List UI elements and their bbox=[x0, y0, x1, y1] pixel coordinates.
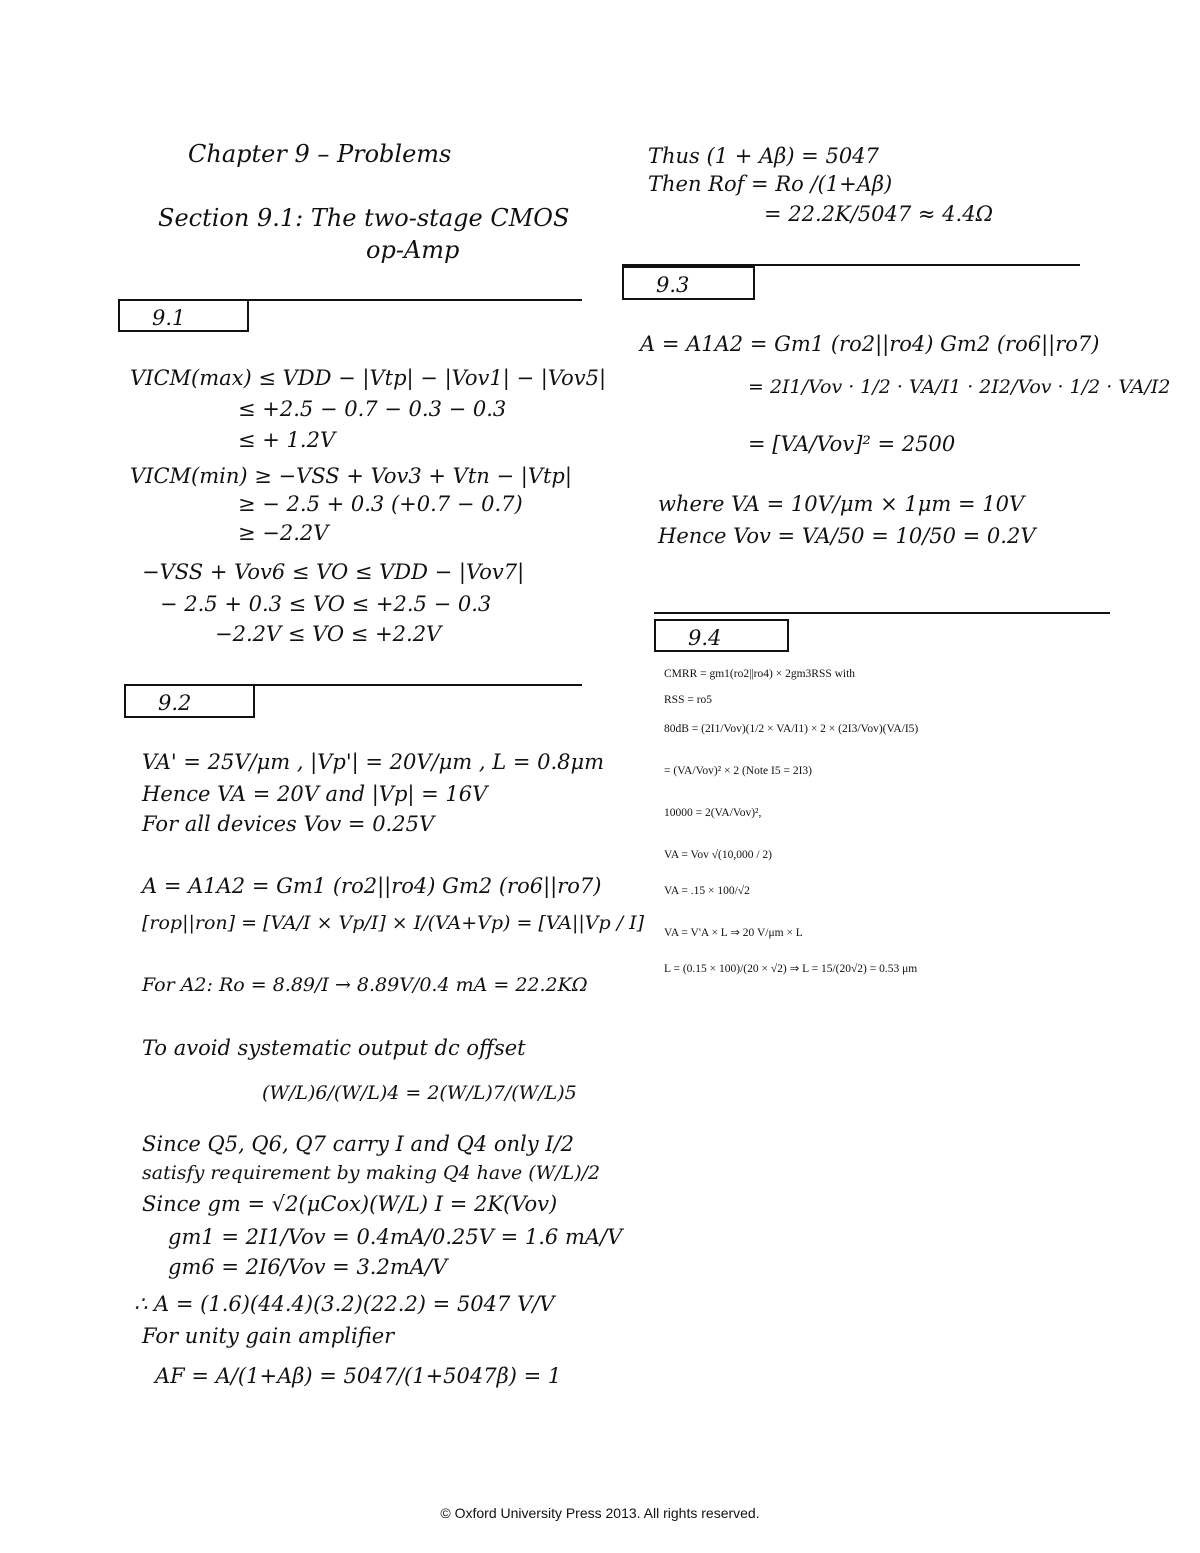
chapter-title: Chapter 9 – Problems bbox=[188, 140, 452, 168]
p93-line-2: = 2I1/Vov · 1/2 · VA/I1 · 2I2/Vov · 1/2 · VA/I2 bbox=[748, 376, 1171, 398]
p92-line-14: ∴ A = (1.6)(44.4)(3.2)(22.2) = 5047 V/V bbox=[134, 1292, 555, 1316]
p94-line-3: 80dB = (2I1/Vov)(1/2 × VA/I1) × 2 × (2I3/Vov)(VA/I5) bbox=[664, 723, 919, 735]
p93-line-1: A = A1A2 = Gm1 (ro2||ro4) Gm2 (ro6||ro7) bbox=[640, 332, 1100, 356]
p92-line-8: (W/L)6/(W/L)4 = 2(W/L)7/(W/L)5 bbox=[262, 1082, 577, 1104]
problem-label-9-4: 9.4 bbox=[688, 626, 722, 650]
p92-line-4: A = A1A2 = Gm1 (ro2||ro4) Gm2 (ro6||ro7) bbox=[142, 874, 602, 898]
p92-line-6: For A2: Ro = 8.89/I → 8.89V/0.4 mA = 22.2KΩ bbox=[142, 974, 588, 996]
problem-label-9-3: 9.3 bbox=[656, 273, 690, 297]
p91-line-8: − 2.5 + 0.3 ≤ VO ≤ +2.5 − 0.3 bbox=[160, 592, 492, 616]
p93-line-4: where VA = 10V/μm × 1μm = 10V bbox=[658, 492, 1025, 516]
p92-line-2: Hence VA = 20V and |Vp| = 16V bbox=[142, 782, 488, 806]
p94-line-4: = (VA/Vov)² × 2 (Note I5 = 2I3) bbox=[664, 765, 813, 777]
p94-line-1: CMRR = gm1(ro2||ro4) × 2gm3RSS with bbox=[664, 668, 856, 680]
p94-line-5: 10000 = 2(VA/Vov)², bbox=[664, 807, 762, 819]
p91-line-3: ≤ + 1.2V bbox=[238, 428, 336, 452]
p92-line-3: For all devices Vov = 0.25V bbox=[142, 812, 435, 836]
p92-line-12: gm1 = 2I1/Vov = 0.4mA/0.25V = 1.6 mA/V bbox=[168, 1225, 623, 1249]
p92-line-10: satisfy requirement by making Q4 have (W/L)/2 bbox=[142, 1162, 601, 1184]
p92-line-13: gm6 = 2I6/Vov = 3.2mA/V bbox=[168, 1255, 448, 1279]
problem-label-9-1: 9.1 bbox=[152, 306, 186, 330]
copyright-footer: © Oxford University Press 2013. All rights reserved. bbox=[440, 1505, 760, 1521]
p92-line-15: For unity gain amplifier bbox=[142, 1324, 395, 1348]
p91-line-5: ≥ − 2.5 + 0.3 (+0.7 − 0.7) bbox=[238, 492, 523, 516]
problem-label-box-9-3 bbox=[622, 266, 755, 300]
p91-line-1: VICM(max) ≤ VDD − |Vtp| − |Vov1| − |Vov5| bbox=[130, 366, 607, 390]
p92-cont-line-2: Then Rof = Ro /(1+Aβ) bbox=[648, 172, 893, 196]
p92-cont-line-1: Thus (1 + Aβ) = 5047 bbox=[648, 144, 879, 168]
problem-label-box-9-2 bbox=[124, 684, 255, 718]
p91-line-9: −2.2V ≤ VO ≤ +2.2V bbox=[215, 622, 442, 646]
p93-line-5: Hence Vov = VA/50 = 10/50 = 0.2V bbox=[658, 524, 1036, 548]
problem-label-9-2: 9.2 bbox=[158, 691, 192, 715]
p94-line-6: VA = Vov √(10,000 / 2) bbox=[664, 849, 773, 861]
p94-line-9: L = (0.15 × 100)/(20 × √2) ⇒ L = 15/(20√2) = 0.53 μm bbox=[664, 963, 918, 975]
problem-label-box-9-1 bbox=[118, 299, 249, 332]
p92-line-16: AF = A/(1+Aβ) = 5047/(1+5047β) = 1 bbox=[155, 1364, 562, 1388]
section-rule-9-4 bbox=[654, 612, 1110, 614]
p91-line-2: ≤ +2.5 − 0.7 − 0.3 − 0.3 bbox=[238, 397, 507, 421]
p94-line-2: RSS = ro5 bbox=[664, 694, 713, 706]
section-title-line1: Section 9.1: The two-stage CMOS bbox=[158, 204, 570, 232]
section-title-line2: op-Amp bbox=[366, 236, 460, 264]
p92-line-7: To avoid systematic output dc offset bbox=[142, 1036, 526, 1060]
p92-line-9: Since Q5, Q6, Q7 carry I and Q4 only I/2 bbox=[142, 1132, 575, 1156]
p92-line-5: [rop||ron] = [VA/I × Vp/I] × I/(VA+Vp) = [VA||Vp / I] bbox=[142, 912, 645, 934]
p94-line-7: VA = .15 × 100/√2 bbox=[664, 885, 750, 897]
p93-line-3: = [VA/Vov]² = 2500 bbox=[748, 432, 956, 456]
p92-line-1: VA' = 25V/μm , |Vp'| = 20V/μm , L = 0.8μm bbox=[142, 750, 605, 774]
p91-line-7: −VSS + Vov6 ≤ VO ≤ VDD − |Vov7| bbox=[142, 560, 525, 584]
p92-line-11: Since gm = √2(μCox)(W/L) I = 2K(Vov) bbox=[142, 1192, 558, 1216]
p92-cont-line-3: = 22.2K/5047 ≈ 4.4Ω bbox=[764, 202, 993, 226]
p91-line-6: ≥ −2.2V bbox=[238, 521, 329, 545]
p94-line-8: VA = V'A × L ⇒ 20 V/μm × L bbox=[664, 927, 803, 939]
problem-label-box-9-4 bbox=[654, 619, 789, 652]
p91-line-4: VICM(min) ≥ −VSS + Vov3 + Vtn − |Vtp| bbox=[130, 464, 572, 488]
